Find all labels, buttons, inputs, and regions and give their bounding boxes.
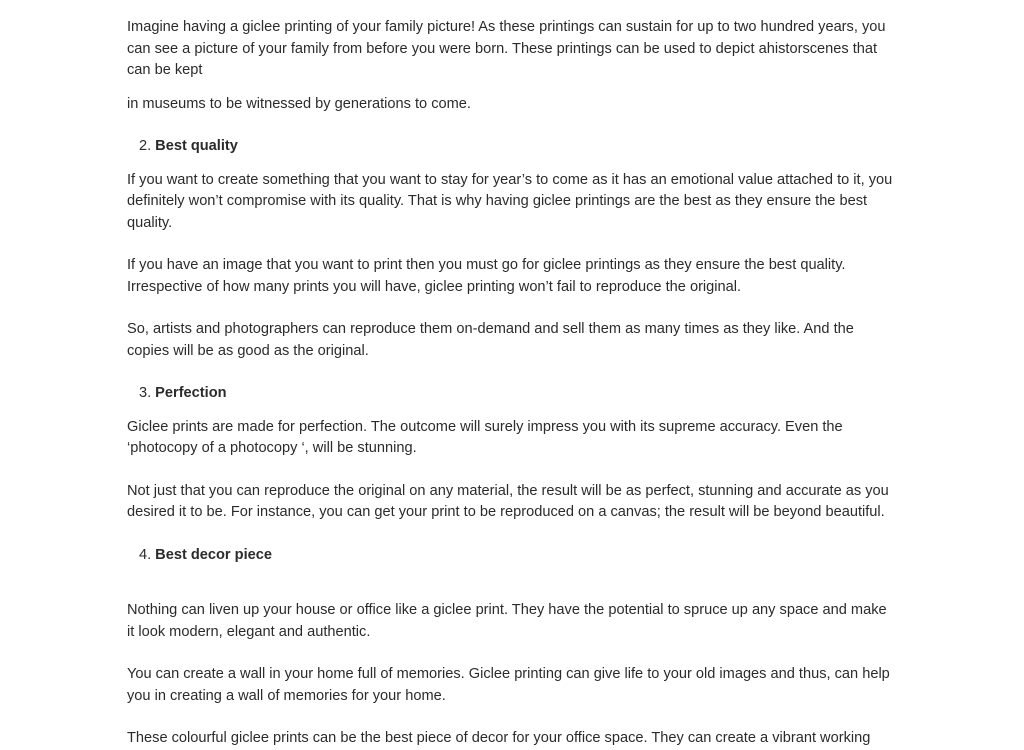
paragraph-artists-photographers: So, artists and photographers can reproduce them on-demand and sell them as many times as they like. And the copies will be as good as the original. (127, 321, 854, 359)
paragraph-office-decor: These colourful giclee prints can be the best piece of decor for your office space. They can create a vibrant working (127, 730, 871, 746)
paragraph-museums: in museums to be witnessed by generations to come. (127, 95, 471, 112)
list-heading-text: Perfection (155, 385, 227, 401)
list-number: 3. (139, 385, 152, 401)
list-number: 4. (139, 546, 152, 563)
paragraph-any-material: Not just that you can reproduce the original on any material, the result will be as perfect, stunning and accurate as you desired it to be. For instance, you can get your print to be reproduced on a canvas; the result will be beyond beautiful. (127, 482, 889, 520)
paragraph-quality-print: If you have an image that you want to print then you must go for giclee printings as they ensure the best quality. Irrespective of how many prints you will have, giclee printing won’t fail to reproduce the original. (127, 257, 846, 295)
paragraph-liven-up: Nothing can liven up your house or office like a giclee print. They have the potential to spruce up any space and make it look modern, elegant and authentic. (127, 602, 887, 640)
paragraph-wall-of-memories: You can create a wall in your home full of memories. Giclee printing can give life to your old images and thus, can help you in creating a wall of memories for your home. (127, 666, 890, 704)
list-number: 2. (139, 138, 152, 154)
list-heading-text: Best quality (155, 138, 238, 154)
list-heading-decor (127, 545, 897, 567)
paragraph-quality-emotional: If you want to create something that you want to stay for year’s to come as it has an emotional value attached to it, you definitely won’t compromise with its quality. That is why having giclee printings are the best as they ensure the best quality. (127, 171, 893, 231)
paragraph-family-picture: Imagine having a giclee printing of your family picture! As these printings can sustain for up to two hundred years, you can see a picture of your family from before you were born. These printings can be used to depict ahistorscenes that can be kept (127, 19, 886, 78)
list-heading-best-quality (127, 136, 897, 158)
list-heading-text: Best decor piece (155, 546, 272, 563)
paragraph-perfection: Giclee prints are made for perfection. The outcome will surely impress you with its supreme accuracy. Even the ‘photocopy of a photocopy ‘, will be stunning. (127, 418, 843, 456)
list-heading-perfection (127, 383, 897, 405)
article-body (127, 17, 897, 750)
